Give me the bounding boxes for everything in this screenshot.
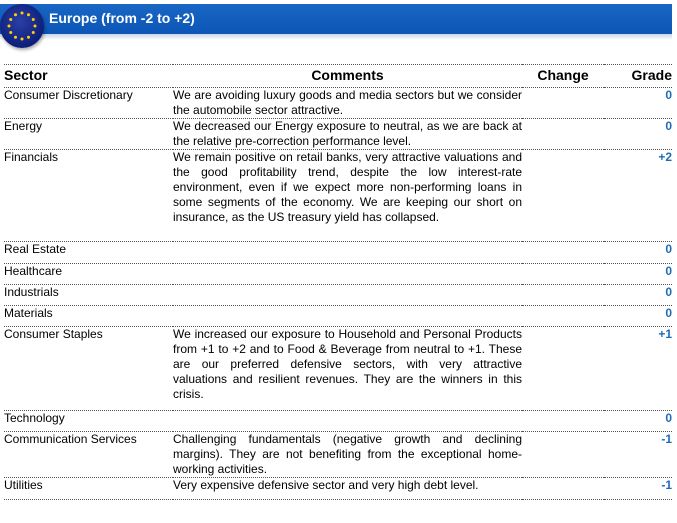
change-cell [522, 285, 604, 306]
table-row [4, 242, 672, 264]
star-icon [21, 38, 24, 41]
column-header-comments: Comments [173, 65, 522, 88]
table-row [4, 285, 672, 306]
change-cell [522, 88, 604, 119]
change-cell [522, 432, 604, 478]
sector-cell: Consumer Discretionary [4, 88, 173, 119]
star-icon [21, 12, 24, 15]
comment-cell: We increased our exposure to Household and Personal Products from +1 to +2 and to Food & Beverage from neutral to +1. These are our preferred defensive sectors, with very attractive valuations and resilient revenues. They are the winners in this crisis. [173, 327, 522, 411]
table-header-row [4, 65, 672, 88]
grade-cell: 0 [604, 264, 672, 285]
sector-cell: Industrials [4, 285, 173, 306]
sector-cell: Financials [4, 150, 173, 242]
star-icon [27, 13, 30, 16]
grade-cell: 0 [604, 285, 672, 306]
comment-cell [173, 411, 522, 432]
table-row [4, 88, 672, 119]
column-header-change: Change [522, 65, 604, 88]
comment-cell: Very expensive defensive sector and very high debt level. [173, 478, 522, 500]
grade-cell: +2 [604, 150, 672, 242]
change-cell [522, 478, 604, 500]
comment-cell [173, 306, 522, 327]
star-icon [34, 25, 37, 28]
table-row [4, 478, 672, 500]
sector-cell: Technology [4, 411, 173, 432]
change-cell [522, 327, 604, 411]
star-icon [8, 25, 11, 28]
table-row [4, 306, 672, 327]
sector-table [4, 64, 672, 500]
change-cell [522, 242, 604, 264]
grade-cell: +1 [604, 327, 672, 411]
star-icon [9, 18, 12, 21]
comment-cell [173, 264, 522, 285]
star-icon [32, 18, 35, 21]
change-cell [522, 264, 604, 285]
sector-cell: Healthcare [4, 264, 173, 285]
change-cell [522, 306, 604, 327]
column-header-grade: Grade [604, 65, 672, 88]
table-row [4, 150, 672, 242]
star-icon [14, 13, 17, 16]
comment-cell: We are avoiding luxury goods and media sectors but we consider the automobile sector attractive. [173, 88, 522, 117]
change-cell [522, 150, 604, 242]
comment-cell: We remain positive on retail banks, very attractive valuations and the good profitability trend, despite the low interest-rate environment, even if we expect more non-performing loans in some segments of the economy. We are keeping our short on insurance, as the US treasury yield has collapsed. [173, 150, 522, 242]
star-icon [32, 31, 35, 34]
grade-cell: 0 [604, 242, 672, 264]
change-cell [522, 411, 604, 432]
star-icon [27, 36, 30, 39]
table-row [4, 264, 672, 285]
comment-cell: Challenging fundamentals (negative growth and declining margins). They are not benefiting from the exceptional home-working activities. [173, 432, 522, 476]
table-row [4, 119, 672, 150]
sector-cell: Communication Services [4, 432, 173, 478]
sector-cell: Real Estate [4, 242, 173, 264]
grade-cell: -1 [604, 432, 672, 478]
table-row [4, 327, 672, 411]
sector-cell: Consumer Staples [4, 327, 173, 411]
table-row [4, 432, 672, 478]
grade-cell: -1 [604, 478, 672, 500]
comment-cell [173, 285, 522, 306]
star-icon [9, 31, 12, 34]
comment-cell [173, 242, 522, 264]
page-title: Europe (from -2 to +2) [49, 10, 195, 26]
sector-cell: Utilities [4, 478, 173, 500]
header-shadow [0, 34, 672, 40]
table-row [4, 411, 672, 432]
grade-cell: 0 [604, 119, 672, 150]
eu-stars-icon [0, 4, 44, 48]
column-header-sector: Sector [4, 65, 173, 88]
grade-cell: 0 [604, 411, 672, 432]
star-icon [14, 36, 17, 39]
comment-cell: We decreased our Energy exposure to neutral, as we are back at the relative pre-correction performance level. [173, 119, 522, 148]
change-cell [522, 119, 604, 150]
sector-cell: Materials [4, 306, 173, 327]
grade-cell: 0 [604, 306, 672, 327]
eu-flag-icon [0, 4, 44, 48]
grade-cell: 0 [604, 88, 672, 119]
sector-cell: Energy [4, 119, 173, 150]
